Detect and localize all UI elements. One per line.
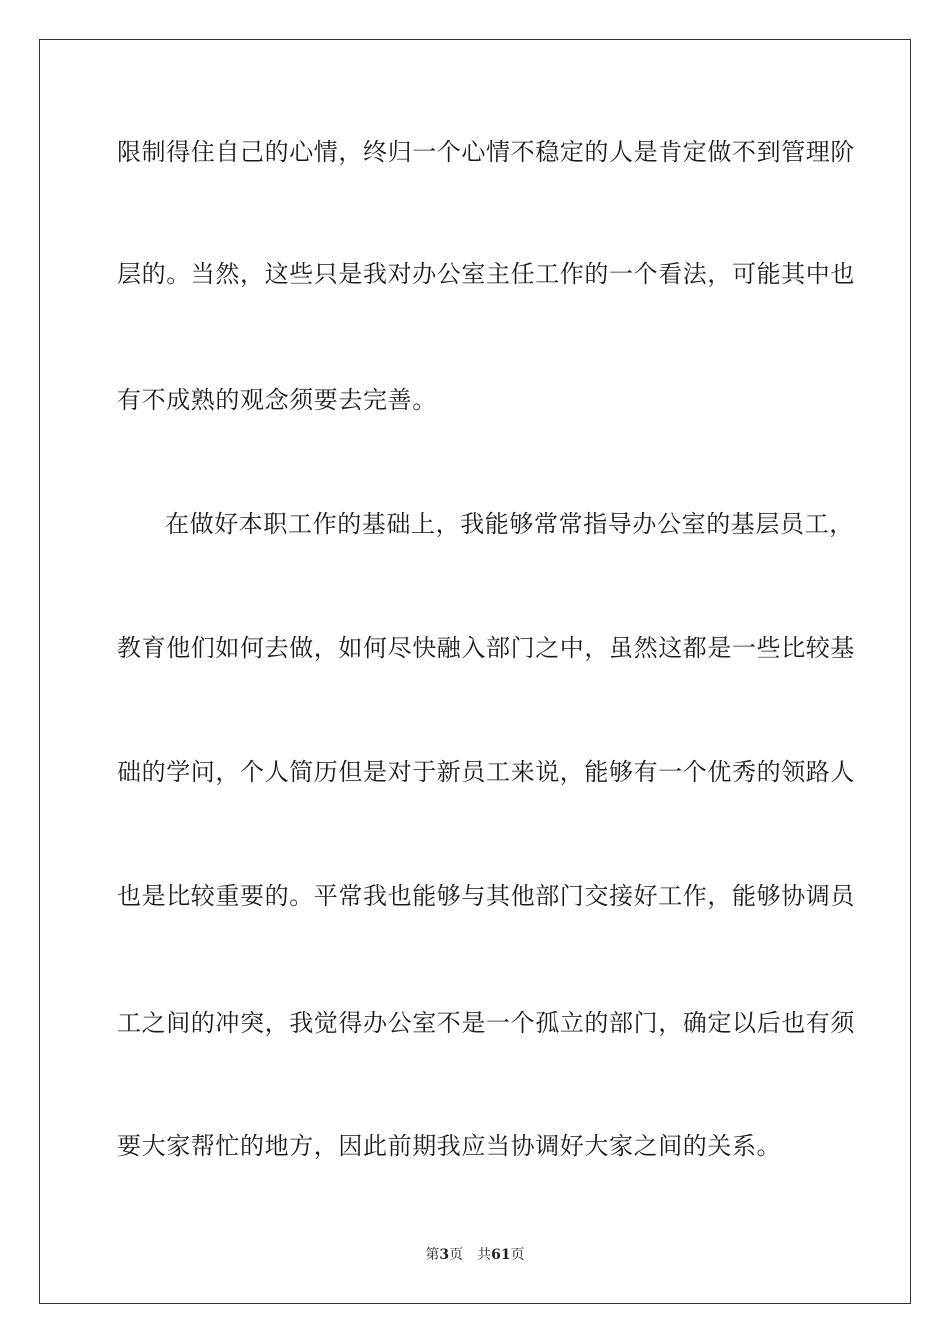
footer-total-prefix: 共	[477, 1247, 492, 1263]
footer-total-suffix: 页	[510, 1247, 525, 1263]
body-line-6: 础的学问，个人简历但是对于新员工来说，能够有一个优秀的领路人	[117, 758, 855, 786]
body-line-5: 教育他们如何去做，如何尽快融入部门之中，虽然这都是一些比较基	[117, 634, 855, 662]
footer-total-pages: 61	[491, 1247, 511, 1263]
body-line-3: 有不成熟的观念须要去完善。	[117, 386, 437, 414]
body-line-9: 要大家帮忙的地方，因此前期我应当协调好大家之间的关系。	[117, 1132, 782, 1160]
body-line-4: 在做好本职工作的基础上，我能够常常指导办公室的基层员工，	[165, 510, 854, 538]
footer-page-prefix: 第	[425, 1247, 440, 1263]
page-footer	[0, 1246, 950, 1264]
body-line-1: 限制得住自己的心情，终归一个心情不稳定的人是肯定做不到管理阶	[117, 138, 855, 166]
body-line-7: 也是比较重要的。平常我也能够与其他部门交接好工作，能够协调员	[117, 882, 855, 910]
footer-page-number: 3	[439, 1247, 450, 1263]
page-border	[39, 39, 911, 1304]
footer-page-suffix: 页	[449, 1247, 464, 1263]
body-line-8: 工之间的冲突，我觉得办公室不是一个孤立的部门，确定以后也有须	[117, 1009, 855, 1037]
body-line-2: 层的。当然，这些只是我对办公室主任工作的一个看法，可能其中也	[117, 260, 855, 288]
